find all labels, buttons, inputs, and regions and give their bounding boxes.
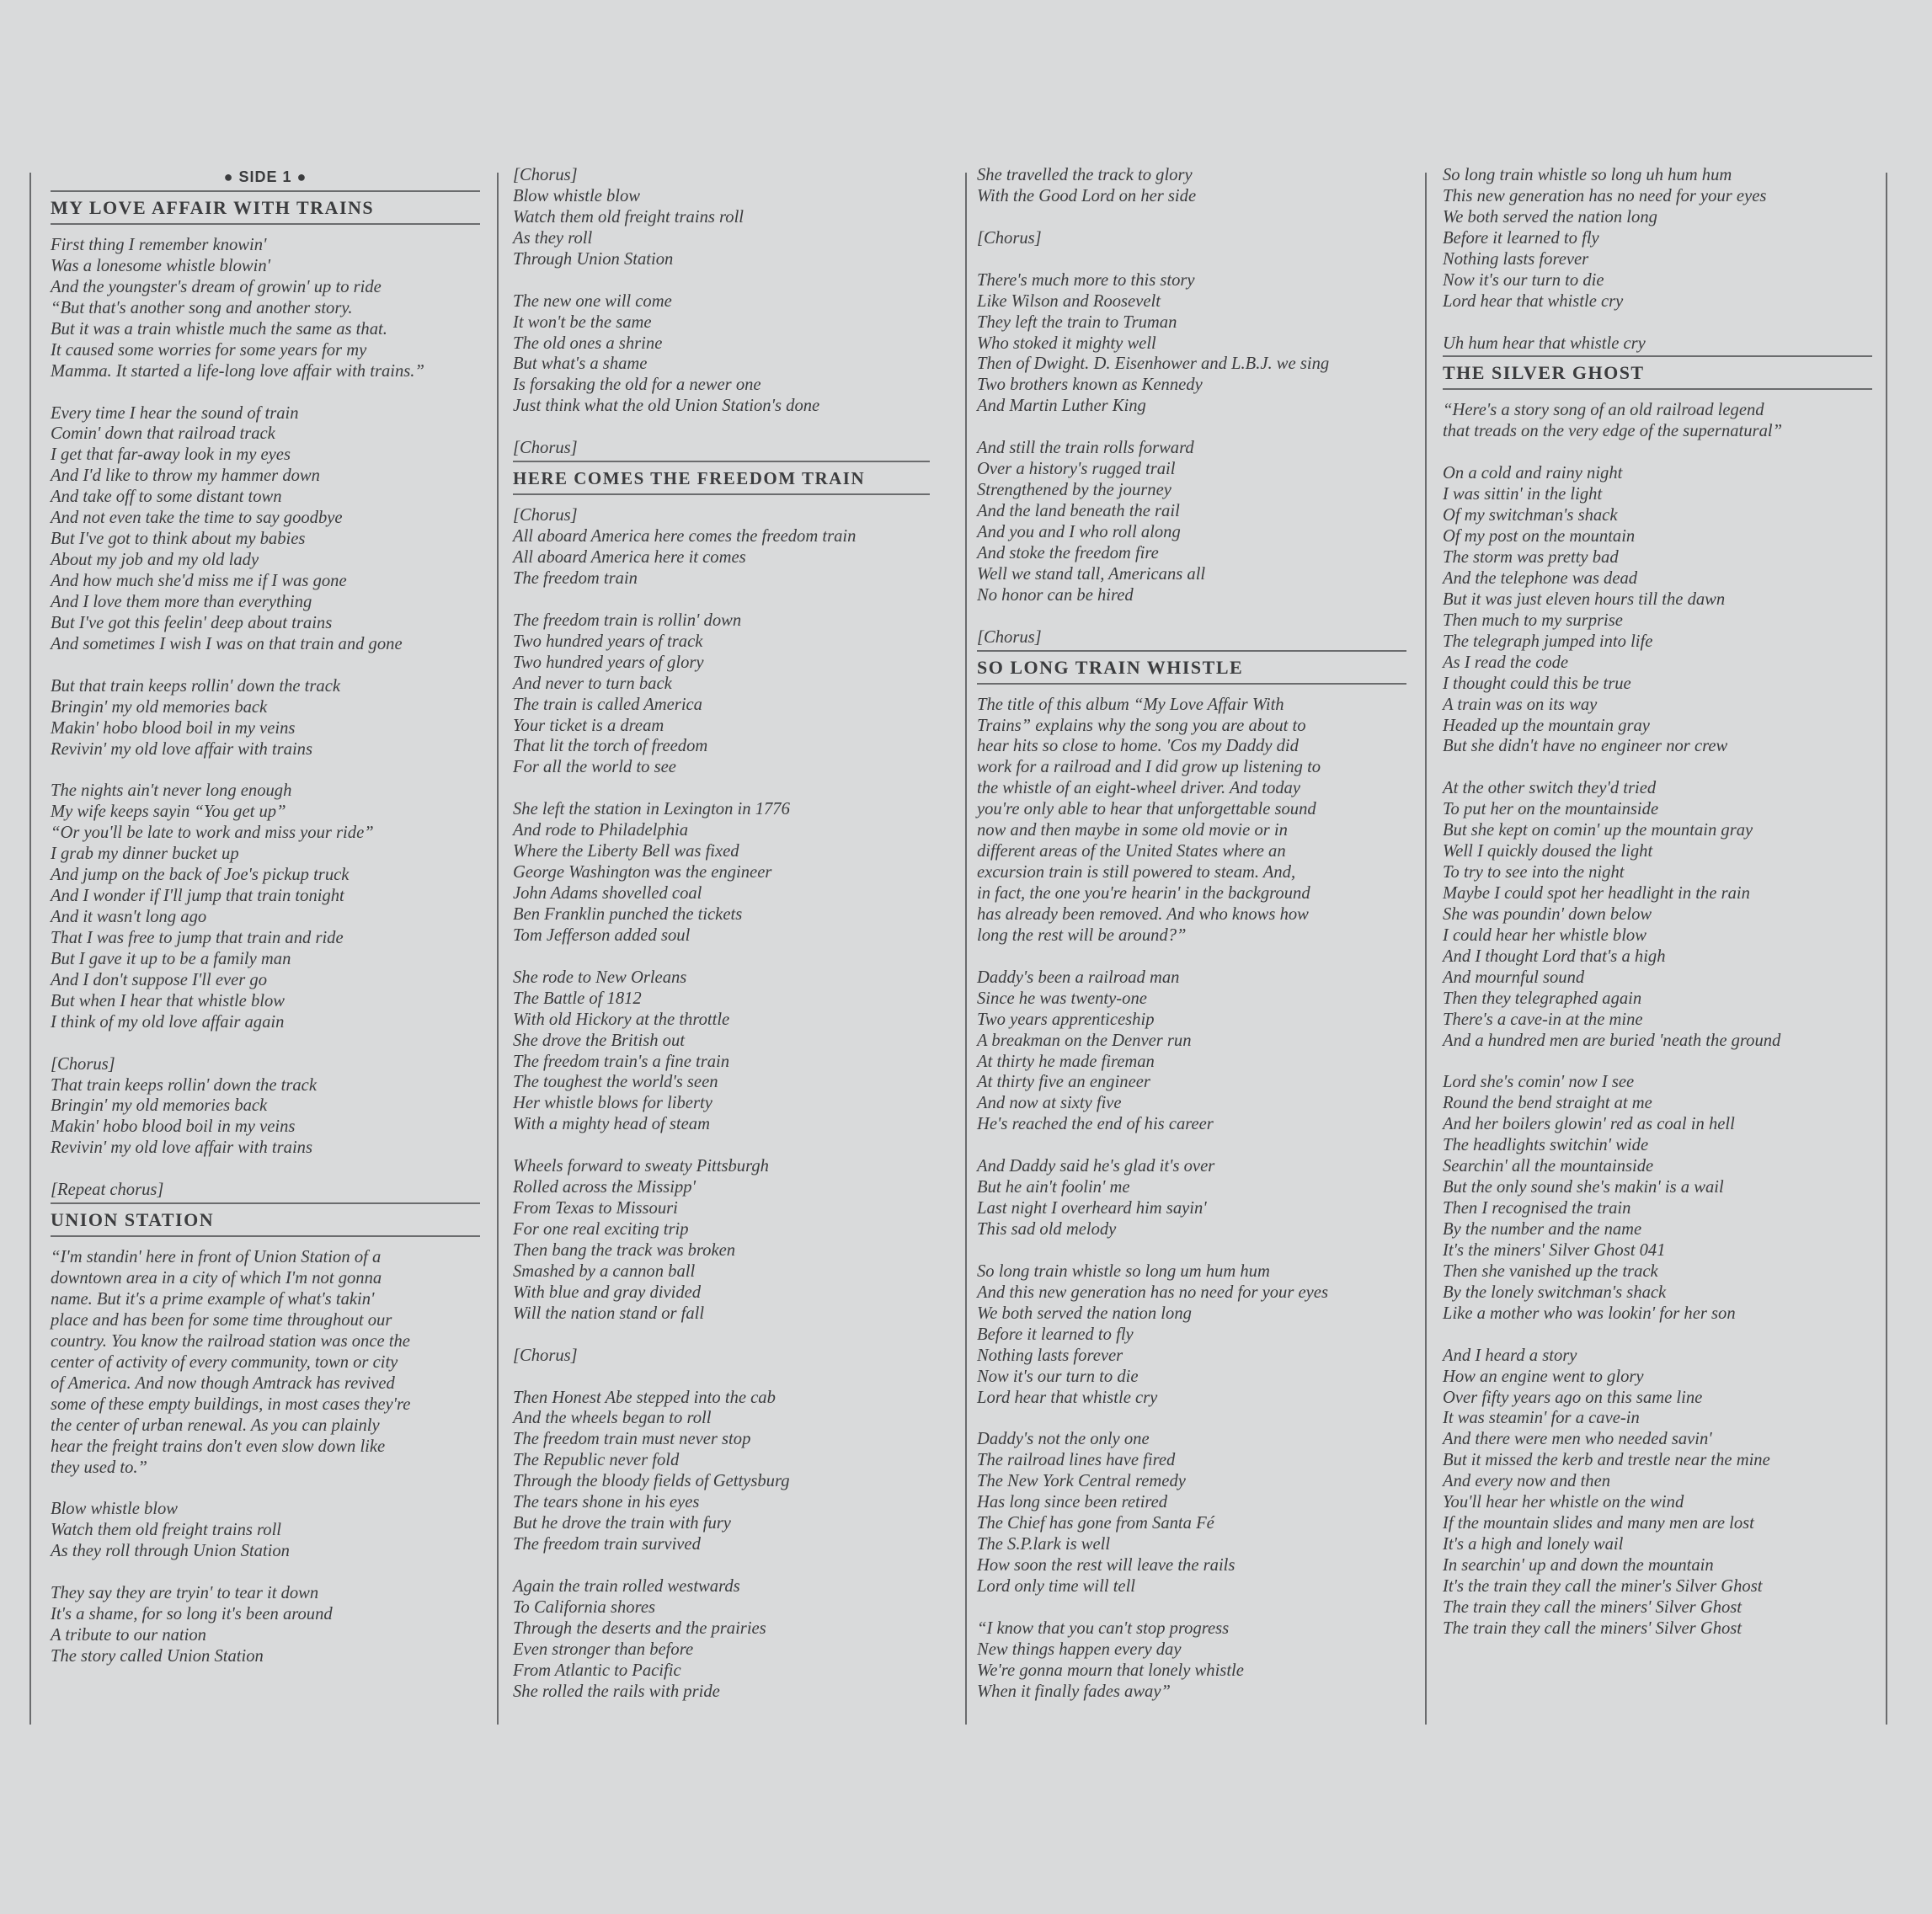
lyric-line: Then of Dwight. D. Eisenhower and L.B.J. we sing <box>977 355 1330 374</box>
lyric-line: Smashed by a cannon ball <box>513 1261 696 1281</box>
lyrics-column-2 <box>513 165 930 1725</box>
stanza-gap <box>1443 1325 1872 1346</box>
lyric-line: Then they telegraphed again <box>1443 989 1642 1008</box>
lyric-line: The nights ain't never long enough <box>51 781 292 801</box>
lyric-line: New things happen every day <box>977 1639 1182 1659</box>
lyric-line: Then she vanished up the track <box>1443 1261 1658 1281</box>
lyric-line: A breakman on the Denver run <box>977 1031 1192 1050</box>
lyric-line: And stoke the freedom fire <box>977 543 1159 562</box>
lyric-line: No honor can be hired <box>977 585 1134 605</box>
stanza-gap <box>51 1033 480 1054</box>
lyric-line: You'll hear her whistle on the wind <box>1443 1493 1684 1512</box>
lyric-line: But he drove the train with fury <box>513 1514 731 1533</box>
stanza-gap <box>977 249 1406 270</box>
lyric-line: I think of my old love affair again <box>51 1012 285 1032</box>
lyric-line: And Daddy said he's glad it's over <box>977 1157 1215 1176</box>
lyric-line: Nothing lasts forever <box>1443 249 1589 269</box>
lyric-line: hear the freight trains don't even slow down like <box>51 1437 386 1456</box>
lyric-line: To California shores <box>513 1597 655 1617</box>
lyric-line: By the number and the name <box>1443 1220 1642 1239</box>
lyric-line: She travelled the track to glory <box>977 166 1193 184</box>
lyric-line: There's a cave-in at the mine <box>1443 1010 1643 1029</box>
stanza-gap <box>977 606 1406 627</box>
lyric-line: But he ain't foolin' me <box>977 1178 1130 1197</box>
stanza-gap <box>513 946 930 968</box>
lyrics-column-1 <box>51 165 480 1725</box>
lyric-line: Who stoked it mighty well <box>977 333 1156 353</box>
lyric-line: Revivin' my old love affair with trains <box>51 1138 312 1158</box>
lyric-line: [Chorus] <box>977 228 1042 248</box>
lyric-line: Bringin' my old memories back <box>51 697 268 717</box>
lyric-line: That lit the torch of freedom <box>513 737 708 756</box>
lyric-line: The freedom train must never stop <box>513 1430 751 1449</box>
lyric-line: The storm was pretty bad <box>1443 548 1619 567</box>
lyric-line: If the mountain slides and many men are lost <box>1443 1514 1754 1533</box>
lyric-line: [Chorus] <box>513 506 578 525</box>
lyric-line: She rode to New Orleans <box>513 968 687 987</box>
lyric-line: [Chorus] <box>51 1054 115 1074</box>
lyric-line: And the wheels began to roll <box>513 1409 712 1428</box>
lyric-line: Over a history's rugged trail <box>977 460 1176 479</box>
lyric-line: The train they call the miners' Silver Ghost <box>1443 1597 1743 1617</box>
lyric-line: “Here's a story song of an old railroad legend <box>1443 401 1764 420</box>
lyric-line: And you and I who roll along <box>977 522 1181 541</box>
song-title: UNION STATION <box>51 1202 480 1237</box>
lyric-line: Searchin' all the mountainside <box>1443 1157 1654 1176</box>
stanza-gap <box>977 1597 1406 1618</box>
stanza-gap <box>977 1135 1406 1156</box>
lyric-line: With old Hickory at the throttle <box>513 1010 730 1029</box>
lyric-line: They left the train to Truman <box>977 312 1177 332</box>
lyric-line: As they roll through Union Station <box>51 1542 290 1561</box>
lyric-line: But it was just eleven hours till the dawn <box>1443 589 1726 609</box>
lyric-line: This sad old melody <box>977 1220 1117 1239</box>
lyric-line: “Or you'll be late to work and miss your ride” <box>51 824 374 843</box>
lyric-line: But it missed the kerb and trestle near the mine <box>1443 1451 1770 1470</box>
lyric-line: And how much she'd miss me if I was gone <box>51 572 347 590</box>
lyric-line: country. You know the railroad station was once the <box>51 1331 410 1351</box>
lyric-line: It won't be the same <box>513 312 652 332</box>
lyric-line: And it wasn't long ago <box>51 908 207 926</box>
stanza-gap <box>513 1367 930 1388</box>
lyric-line: Where the Liberty Bell was fixed <box>513 842 739 861</box>
lyric-line: Bringin' my old memories back <box>51 1096 268 1116</box>
lyric-line: Then I recognised the train <box>1443 1199 1631 1218</box>
lyric-line: Now it's our turn to die <box>977 1367 1139 1386</box>
lyric-line: But what's a shame <box>513 355 648 374</box>
lyric-line: Maybe I could spot her headlight in the rain <box>1443 884 1750 903</box>
lyric-line: And I thought Lord that's a high <box>1443 946 1666 966</box>
lyric-line: The freedom train survived <box>513 1535 701 1554</box>
lyric-line: has already been removed. And who knows how <box>977 904 1309 924</box>
stanza-gap <box>51 760 480 781</box>
stanza-gap <box>1443 1052 1872 1073</box>
lyric-line: Like Wilson and Roosevelt <box>977 291 1161 311</box>
lyric-line: Daddy's been a railroad man <box>977 968 1180 987</box>
lyric-line: Makin' hobo blood boil in my veins <box>51 718 296 738</box>
lyric-line: Blow whistle blow <box>51 1500 179 1519</box>
stanza-gap <box>513 1555 930 1576</box>
lyric-line: The old ones a shrine <box>513 333 663 353</box>
lyric-line: The S.P.lark is well <box>977 1535 1111 1554</box>
lyric-line: But she didn't have no engineer nor crew <box>1443 737 1728 756</box>
lyric-line: Through Union Station <box>513 249 674 269</box>
lyric-line: And I'd like to throw my hammer down <box>51 467 320 486</box>
stanza-gap <box>977 1240 1406 1261</box>
lyric-line: Lord hear that whistle cry <box>1443 291 1624 311</box>
lyric-line: Your ticket is a dream <box>513 716 664 735</box>
lyric-line: Just think what the old Union Station's done <box>513 397 820 416</box>
lyric-line: And the land beneath the rail <box>977 502 1180 520</box>
lyric-line: of America. And now though Amtrack has revived <box>51 1373 395 1393</box>
lyric-line: Before it learned to fly <box>977 1325 1134 1344</box>
lyric-line: And jump on the back of Joe's pickup truck <box>51 866 350 885</box>
lyric-line: The freedom train is rollin' down <box>513 610 742 630</box>
lyric-line: Then much to my surprise <box>1443 610 1623 630</box>
column-rule-2 <box>965 173 967 1725</box>
lyric-line: excursion train is still powered to steam. And, <box>977 863 1296 882</box>
lyric-line: She was poundin' down below <box>1443 904 1652 924</box>
lyric-line: It's a shame, for so long it's been around <box>51 1605 333 1624</box>
column-rule-3 <box>1425 173 1427 1725</box>
lyric-line: About my job and my old lady <box>51 551 259 570</box>
lyric-line: But I've got to think about my babies <box>51 530 306 549</box>
lyric-line: But I've got this feelin' deep about trains <box>51 613 333 632</box>
lyric-line: Of my switchman's shack <box>1443 506 1618 525</box>
lyric-line: long the rest will be around?” <box>977 925 1187 945</box>
lyric-line: The toughest the world's seen <box>513 1073 718 1092</box>
lyric-line: the whistle of an eight-wheel driver. And today <box>977 779 1300 798</box>
lyric-line: The tears shone in his eyes <box>513 1493 700 1512</box>
lyric-line: And every now and then <box>1443 1472 1611 1491</box>
lyric-line: Well we stand tall, Americans all <box>977 564 1206 584</box>
stanza-gap <box>513 417 930 438</box>
stanza-gap <box>513 1325 930 1346</box>
lyric-line: And a hundred men are buried 'neath the ground <box>1443 1031 1781 1050</box>
lyric-line: I get that far-away look in my eyes <box>51 445 291 465</box>
lyric-line: place and has been for some time throughout our <box>51 1310 392 1330</box>
lyric-line: hear hits so close to home. 'Cos my Daddy did <box>977 737 1299 756</box>
lyric-line: And mournful sound <box>1443 968 1585 987</box>
lyric-line: Last night I overheard him sayin' <box>977 1199 1207 1218</box>
song-title: SO LONG TRAIN WHISTLE <box>977 650 1406 685</box>
lyric-line: My wife keeps sayin “You get up” <box>51 802 286 822</box>
stanza-gap <box>977 417 1406 438</box>
lyric-line: George Washington was the engineer <box>513 863 772 882</box>
lyric-line: Lord hear that whistle cry <box>977 1388 1158 1407</box>
lyric-line: It's the miners' Silver Ghost 041 <box>1443 1240 1666 1260</box>
lyric-line: Was a lonesome whistle blowin' <box>51 256 271 275</box>
lyric-line: On a cold and rainy night <box>1443 464 1623 483</box>
lyric-line: [Repeat chorus] <box>51 1181 164 1200</box>
lyric-line: Watch them old freight trains roll <box>51 1521 282 1540</box>
lyric-line: At the other switch they'd tried <box>1443 779 1657 798</box>
lyric-line: She rolled the rails with pride <box>513 1682 720 1701</box>
lyric-line: With the Good Lord on her side <box>977 186 1197 205</box>
lyric-line: Before it learned to fly <box>1443 228 1599 248</box>
lyric-line: they used to.” <box>51 1458 147 1477</box>
lyric-line: The freedom train <box>513 568 638 588</box>
lyric-line: A tribute to our nation <box>51 1626 206 1645</box>
lyric-line: Is forsaking the old for a newer one <box>513 376 761 395</box>
lyric-line: For all the world to see <box>513 758 676 777</box>
lyric-line: With a mighty head of steam <box>513 1115 710 1134</box>
lyric-line: But the only sound she's makin' is a wail <box>1443 1178 1724 1197</box>
lyric-line: Watch them old freight trains roll <box>513 207 745 227</box>
lyric-line: And take off to some distant town <box>51 488 282 507</box>
lyric-line: Rolled across the Missipp' <box>513 1178 696 1197</box>
lyric-line: In searchin' up and down the mountain <box>1443 1556 1714 1575</box>
lyric-line: As they roll <box>513 228 593 248</box>
lyric-line: The Chief has gone from Santa Fé <box>977 1514 1214 1533</box>
lyric-line: To put her on the mountainside <box>1443 800 1659 819</box>
lyrics-column-4 <box>1443 165 1872 1725</box>
lyric-line: different areas of the United States where an <box>977 842 1286 861</box>
side-label: ● SIDE 1 ● <box>223 168 307 185</box>
stanza-gap <box>51 1478 480 1499</box>
lyric-line: A train was on its way <box>1443 695 1598 714</box>
lyric-line: To try to see into the night <box>1443 863 1625 882</box>
lyric-line: Will the nation stand or fall <box>513 1304 705 1323</box>
lyric-line: We're gonna mourn that lonely whistle <box>977 1661 1244 1680</box>
lyric-line: Makin' hobo blood boil in my veins <box>51 1117 296 1137</box>
lyric-line: By the lonely switchman's shack <box>1443 1282 1667 1302</box>
lyric-line: It caused some worries for some years for my <box>51 340 367 360</box>
lyric-line: Uh hum hear that whistle cry <box>1443 333 1646 353</box>
lyric-line: When it finally fades away” <box>977 1682 1171 1701</box>
stanza-gap <box>1443 757 1872 778</box>
lyrics-column-3 <box>977 165 1406 1725</box>
lyric-line: Two hundred years of glory <box>513 653 704 672</box>
lyric-line: That train keeps rollin' down the track <box>51 1075 317 1095</box>
stanza-gap <box>513 778 930 799</box>
lyric-line: The headlights switchin' wide <box>1443 1136 1649 1155</box>
lyric-line: She drove the British out <box>513 1031 685 1050</box>
lyric-line: So long train whistle so long um hum hum <box>977 1261 1270 1281</box>
lyric-line: Blow whistle blow <box>513 186 641 205</box>
lyric-line: The new one will come <box>513 291 672 311</box>
lyric-line: work for a railroad and I did grow up listening to <box>977 758 1321 777</box>
lyric-line: It's the train they call the miner's Silver Ghost <box>1443 1576 1763 1596</box>
lyric-line: As I read the code <box>1443 653 1569 672</box>
lyric-line: How soon the rest will leave the rails <box>977 1556 1236 1575</box>
lyric-line: Over fifty years ago on this same line <box>1443 1388 1703 1407</box>
lyric-line: So long train whistle so long uh hum hum <box>1443 166 1732 184</box>
lyric-line: in fact, the one you're hearin' in the background <box>977 884 1310 903</box>
lyric-line: And still the train rolls forward <box>977 439 1194 458</box>
lyric-line: And I love them more than everything <box>51 592 312 611</box>
lyric-line: But it was a train whistle much the same as that. <box>51 319 387 339</box>
lyric-line: And rode to Philadelphia <box>513 821 689 840</box>
lyric-line: But when I hear that whistle blow <box>51 991 286 1010</box>
lyric-line: some of these empty buildings, in most cases they're <box>51 1394 411 1414</box>
stanza-gap <box>513 270 930 291</box>
lyric-line: For one real exciting trip <box>513 1220 689 1239</box>
stanza-gap <box>977 1408 1406 1429</box>
stanza-gap <box>513 1135 930 1156</box>
column-rule-right <box>1886 173 1887 1725</box>
lyric-line: The telegraph jumped into life <box>1443 632 1653 651</box>
lyric-line: Lord she's comin' now I see <box>1443 1073 1635 1092</box>
lyric-line: Her whistle blows for liberty <box>513 1094 712 1113</box>
lyric-line: Every time I hear the sound of train <box>51 403 299 423</box>
lyric-line: And I heard a story <box>1443 1346 1577 1365</box>
lyric-line: name. But it's a prime example of what's takin' <box>51 1290 375 1309</box>
lyric-line: Through the deserts and the prairies <box>513 1618 766 1638</box>
lyric-line: Then bang the track was broken <box>513 1240 736 1260</box>
lyric-line: But she kept on comin' up the mountain gray <box>1443 821 1753 840</box>
lyric-line: At thirty he made fireman <box>977 1052 1155 1071</box>
lyric-line: They say they are tryin' to tear it down <box>51 1584 319 1603</box>
lyric-line: The railroad lines have fired <box>977 1451 1176 1470</box>
lyric-line: The New York Central remedy <box>977 1472 1186 1491</box>
column-rule-left <box>29 173 31 1725</box>
stanza-gap <box>1443 312 1872 333</box>
lyric-line: Then Honest Abe stepped into the cab <box>513 1388 776 1407</box>
lyric-line: That I was free to jump that train and ride <box>51 928 344 947</box>
stanza-gap <box>51 655 480 676</box>
lyric-line: “I'm standin' here in front of Union Station of a <box>51 1248 382 1267</box>
stanza-gap <box>51 382 480 403</box>
lyric-line: The Republic never fold <box>513 1451 680 1470</box>
lyric-line: Even stronger than before <box>513 1639 694 1659</box>
lyric-line: Ben Franklin punched the tickets <box>513 904 743 924</box>
lyric-line: center of activity of every community, town or city <box>51 1352 398 1372</box>
lyric-line: And I wonder if I'll jump that train tonight <box>51 887 344 906</box>
lyric-line: And there were men who needed savin' <box>1443 1430 1712 1449</box>
lyric-line: Well I quickly doused the light <box>1443 842 1653 861</box>
lyric-line: The train they call the miners' Silver Ghost <box>1443 1618 1743 1638</box>
lyric-line: Like a mother who was lookin' for her son <box>1443 1304 1736 1323</box>
lyric-line: At thirty five an engineer <box>977 1073 1150 1092</box>
lyric-line: But I gave it up to be a family man <box>51 949 291 968</box>
lyric-line: Through the bloody fields of Gettysburg <box>513 1472 790 1491</box>
lyric-line: [Chorus] <box>513 166 578 184</box>
lyric-line: Comin' down that railroad track <box>51 424 275 444</box>
lyric-line: I grab my dinner bucket up <box>51 845 239 864</box>
lyric-line: Headed up the mountain gray <box>1443 716 1650 735</box>
lyric-line: He's reached the end of his career <box>977 1115 1214 1134</box>
lyric-line: We both served the nation long <box>977 1304 1192 1323</box>
lyric-line: Wheels forward to sweaty Pittsburgh <box>513 1157 769 1176</box>
lyric-line: She left the station in Lexington in 1776 <box>513 800 790 819</box>
lyric-line: From Texas to Missouri <box>513 1199 678 1218</box>
lyric-line: The title of this album “My Love Affair With <box>977 695 1284 714</box>
lyric-line: But that train keeps rollin' down the track <box>51 676 340 696</box>
lyric-line: And not even take the time to say goodbye <box>51 509 343 528</box>
stanza-gap <box>51 1159 480 1180</box>
lyric-line: First thing I remember knowin' <box>51 236 267 254</box>
stanza-gap <box>513 589 930 610</box>
lyric-line: And sometimes I wish I was on that train and gone <box>51 634 403 653</box>
lyric-line: Lord only time will tell <box>977 1576 1136 1596</box>
lyric-line: It was steamin' for a cave-in <box>1443 1409 1640 1428</box>
lyric-line: All aboard America here it comes <box>513 548 746 567</box>
lyric-line: “I know that you can't stop progress <box>977 1618 1230 1638</box>
lyric-line: Now it's our turn to die <box>1443 270 1604 290</box>
lyric-line: I thought could this be true <box>1443 674 1631 693</box>
lyric-line: Revivin' my old love affair with trains <box>51 739 312 759</box>
column-rule-1 <box>497 173 499 1725</box>
lyric-line: And I don't suppose I'll ever go <box>51 970 268 989</box>
stanza-gap <box>977 207 1406 228</box>
lyric-line: Trains” explains why the song you are about to <box>977 716 1306 735</box>
lyric-line: And the youngster's dream of growin' up to ride <box>51 277 382 296</box>
lyric-line: “But that's another song and another story. <box>51 298 353 317</box>
lyric-line: I was sittin' in the light <box>1443 485 1603 504</box>
lyric-line: There's much more to this story <box>977 270 1195 290</box>
lyric-line: The train is called America <box>513 695 702 714</box>
lyric-line: The Battle of 1812 <box>513 989 642 1008</box>
lyric-line: Round the bend straight at me <box>1443 1094 1652 1113</box>
lyric-line: Daddy's not the only one <box>977 1430 1150 1449</box>
lyric-line: Again the train rolled westwards <box>513 1576 740 1596</box>
lyric-line: Strengthened by the journey <box>977 481 1171 500</box>
lyric-line: It's a high and lonely wail <box>1443 1535 1624 1554</box>
lyric-line: Mamma. It started a life-long love affair with trains.” <box>51 361 424 381</box>
song-title: MY LOVE AFFAIR WITH TRAINS <box>51 190 480 225</box>
lyric-line: We both served the nation long <box>1443 207 1657 227</box>
lyric-line: The story called Union Station <box>51 1646 264 1666</box>
song-title: THE SILVER GHOST <box>1443 355 1872 390</box>
lyric-line: downtown area in a city of which I'm not gonna <box>51 1269 382 1288</box>
stanza-gap <box>51 1562 480 1583</box>
stanza-gap <box>977 946 1406 968</box>
lyric-line: Two hundred years of track <box>513 632 703 651</box>
lyric-line: How an engine went to glory <box>1443 1367 1644 1386</box>
lyric-line: And never to turn back <box>513 674 672 693</box>
lyric-line: Tom Jefferson added soul <box>513 925 691 945</box>
lyric-line: Two brothers known as Kennedy <box>977 376 1203 395</box>
lyric-line: that treads on the very edge of the supernatural” <box>1443 422 1783 441</box>
lyric-line: From Atlantic to Pacific <box>513 1661 681 1680</box>
lyric-line: Nothing lasts forever <box>977 1346 1123 1365</box>
lyric-line: the center of urban renewal. As you can plainly <box>51 1416 380 1435</box>
lyric-line: John Adams shovelled coal <box>513 884 702 903</box>
lyric-line: Since he was twenty-one <box>977 989 1147 1008</box>
lyric-line: [Chorus] <box>513 439 578 458</box>
lyric-line: All aboard America here comes the freedom train <box>513 527 857 546</box>
lyric-line: I could hear her whistle blow <box>1443 925 1646 945</box>
lyric-line: This new generation has no need for your eyes <box>1443 186 1767 205</box>
stanza-gap <box>1443 442 1872 463</box>
lyric-line: [Chorus] <box>513 1346 578 1365</box>
lyric-line: [Chorus] <box>977 627 1042 647</box>
lyric-line: The freedom train's a fine train <box>513 1052 730 1071</box>
lyric-line: And Martin Luther King <box>977 397 1146 416</box>
lyric-line: you're only able to hear that unforgettable sound <box>977 800 1316 819</box>
lyric-line: Two years apprenticeship <box>977 1010 1155 1029</box>
lyric-line: And this new generation has no need for your eyes <box>977 1282 1328 1302</box>
lyric-line: And her boilers glowin' red as coal in hell <box>1443 1115 1735 1134</box>
lyric-line: Has long since been retired <box>977 1493 1168 1512</box>
lyric-line: With blue and gray divided <box>513 1282 702 1302</box>
lyric-line: And now at sixty five <box>977 1094 1122 1113</box>
lyric-line: now and then maybe in some old movie or in <box>977 821 1288 840</box>
song-title: HERE COMES THE FREEDOM TRAIN <box>513 461 930 495</box>
lyric-line: Of my post on the mountain <box>1443 527 1636 546</box>
lyric-line: And the telephone was dead <box>1443 568 1638 588</box>
